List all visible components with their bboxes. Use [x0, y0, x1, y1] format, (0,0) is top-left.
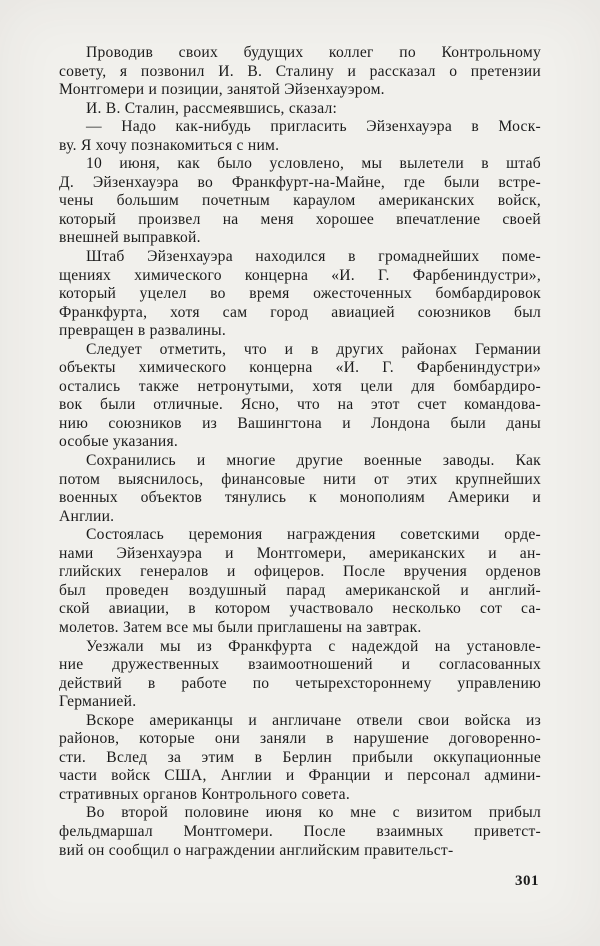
text-line: совету, я позвонил И. В. Сталину и рассказал о претензии — [59, 62, 541, 80]
text-line: стративных органов Контрольного совета. — [59, 785, 350, 803]
text-line: глийских генералов и офицеров. После вручения орденов — [59, 563, 541, 581]
text-line: Уезжали мы из Франкфурта с надеждой на установле- — [86, 637, 541, 655]
text-line: вий он сообщил о награждении английским правительст- — [59, 841, 454, 859]
text-line: чены большим почетным караулом американских войск, — [59, 192, 541, 210]
paragraph — [59, 248, 541, 341]
paragraph — [59, 118, 541, 155]
paragraph — [59, 341, 541, 452]
text-line: Во второй половине июня ко мне с визитом прибыл — [86, 804, 541, 822]
paragraph — [59, 712, 541, 805]
text-line: вок были отличные. Ясно, что на этот счет командова- — [59, 396, 541, 414]
text-line: ву. Я хочу познакомиться с ним. — [59, 136, 280, 154]
text-line: Англии. — [59, 507, 115, 525]
paragraph — [59, 526, 541, 637]
paragraph — [59, 452, 541, 526]
text-line: превращен в развалины. — [59, 322, 227, 340]
text-line: объекты химического концерна «И. Г. Фарбениндустри» — [59, 359, 541, 377]
text-line: И. В. Сталин, рассмеявшись, сказал: — [86, 99, 338, 117]
text-line: ние дружественных взаимоотношений и согласованных — [59, 656, 541, 674]
page-number: 301 — [515, 873, 539, 889]
text-line: фельдмаршал Монтгомери. После взаимных приветст- — [59, 822, 541, 840]
text-line: Штаб Эйзенхауэра находился в громаднейших поме- — [86, 248, 541, 266]
text-line: Следует отметить, что и в других районах Германии — [86, 340, 541, 358]
text-line: потом выяснилось, финансовые нити от этих крупнейших — [59, 470, 541, 488]
paragraph — [59, 155, 541, 248]
text-line: Франкфурта, хотя сам город авиацией союзников был — [59, 303, 541, 321]
text-line: который произвел на меня хорошее впечатление своей — [59, 210, 541, 228]
text-line: остались также нетронутыми, хотя цели для бомбардиро- — [59, 377, 541, 395]
text-line: внешней выправкой. — [59, 229, 201, 247]
text-line: Германией. — [59, 693, 137, 711]
paragraph — [59, 638, 541, 712]
text-line: был проведен воздушный парад американской и англий- — [59, 581, 541, 599]
text-line: районов, которые они заняли в нарушение договоренно- — [59, 730, 541, 748]
text-line: 10 июня, как было условлено, мы вылетели в штаб — [86, 155, 541, 173]
text-line: Состоялась церемония награждения советскими орде- — [86, 526, 541, 544]
text-line: особые указания. — [59, 433, 179, 451]
paragraph — [59, 100, 541, 119]
text-line: сти. Вслед за этим в Берлин прибыли оккупационные — [59, 748, 541, 766]
text-line: действий в работе по четырехстороннему управлению — [59, 674, 541, 692]
text-line: нию союзников из Вашингтона и Лондона были даны — [59, 414, 541, 432]
text-line: который уцелел во время ожесточенных бомбардировок — [59, 285, 541, 303]
text-line: молетов. Затем все мы были приглашены на завтрак. — [59, 618, 422, 636]
text-line: нами Эйзенхауэра и Монтгомери, американских и ан- — [59, 544, 541, 562]
text-line: Вскоре американцы и англичане отвели свои войска из — [86, 711, 541, 729]
paragraph — [59, 44, 541, 100]
page-text — [59, 44, 541, 860]
text-line: Проводив своих будущих коллег по Контрольному — [86, 44, 541, 61]
text-line: Д. Эйзенхауэра во Франкфурт-на-Майне, где были встре- — [59, 173, 541, 191]
text-line: части войск США, Англии и Франции и персонал админи- — [59, 767, 541, 785]
text-line: военных объектов тянулись к монополиям Америки и — [59, 489, 541, 507]
text-line: Сохранились и многие другие военные заводы. Как — [86, 452, 541, 470]
text-line: — Надо как-нибудь пригласить Эйзенхауэра в Моск- — [86, 118, 541, 136]
paragraph — [59, 804, 541, 860]
text-line: Монтгомери и позиции, занятой Эйзенхауэром. — [59, 81, 385, 99]
text-line: щениях химического концерна «И. Г. Фарбениндустри», — [59, 266, 541, 284]
text-line: ской авиации, в котором участвовало несколько сот са- — [59, 600, 541, 618]
